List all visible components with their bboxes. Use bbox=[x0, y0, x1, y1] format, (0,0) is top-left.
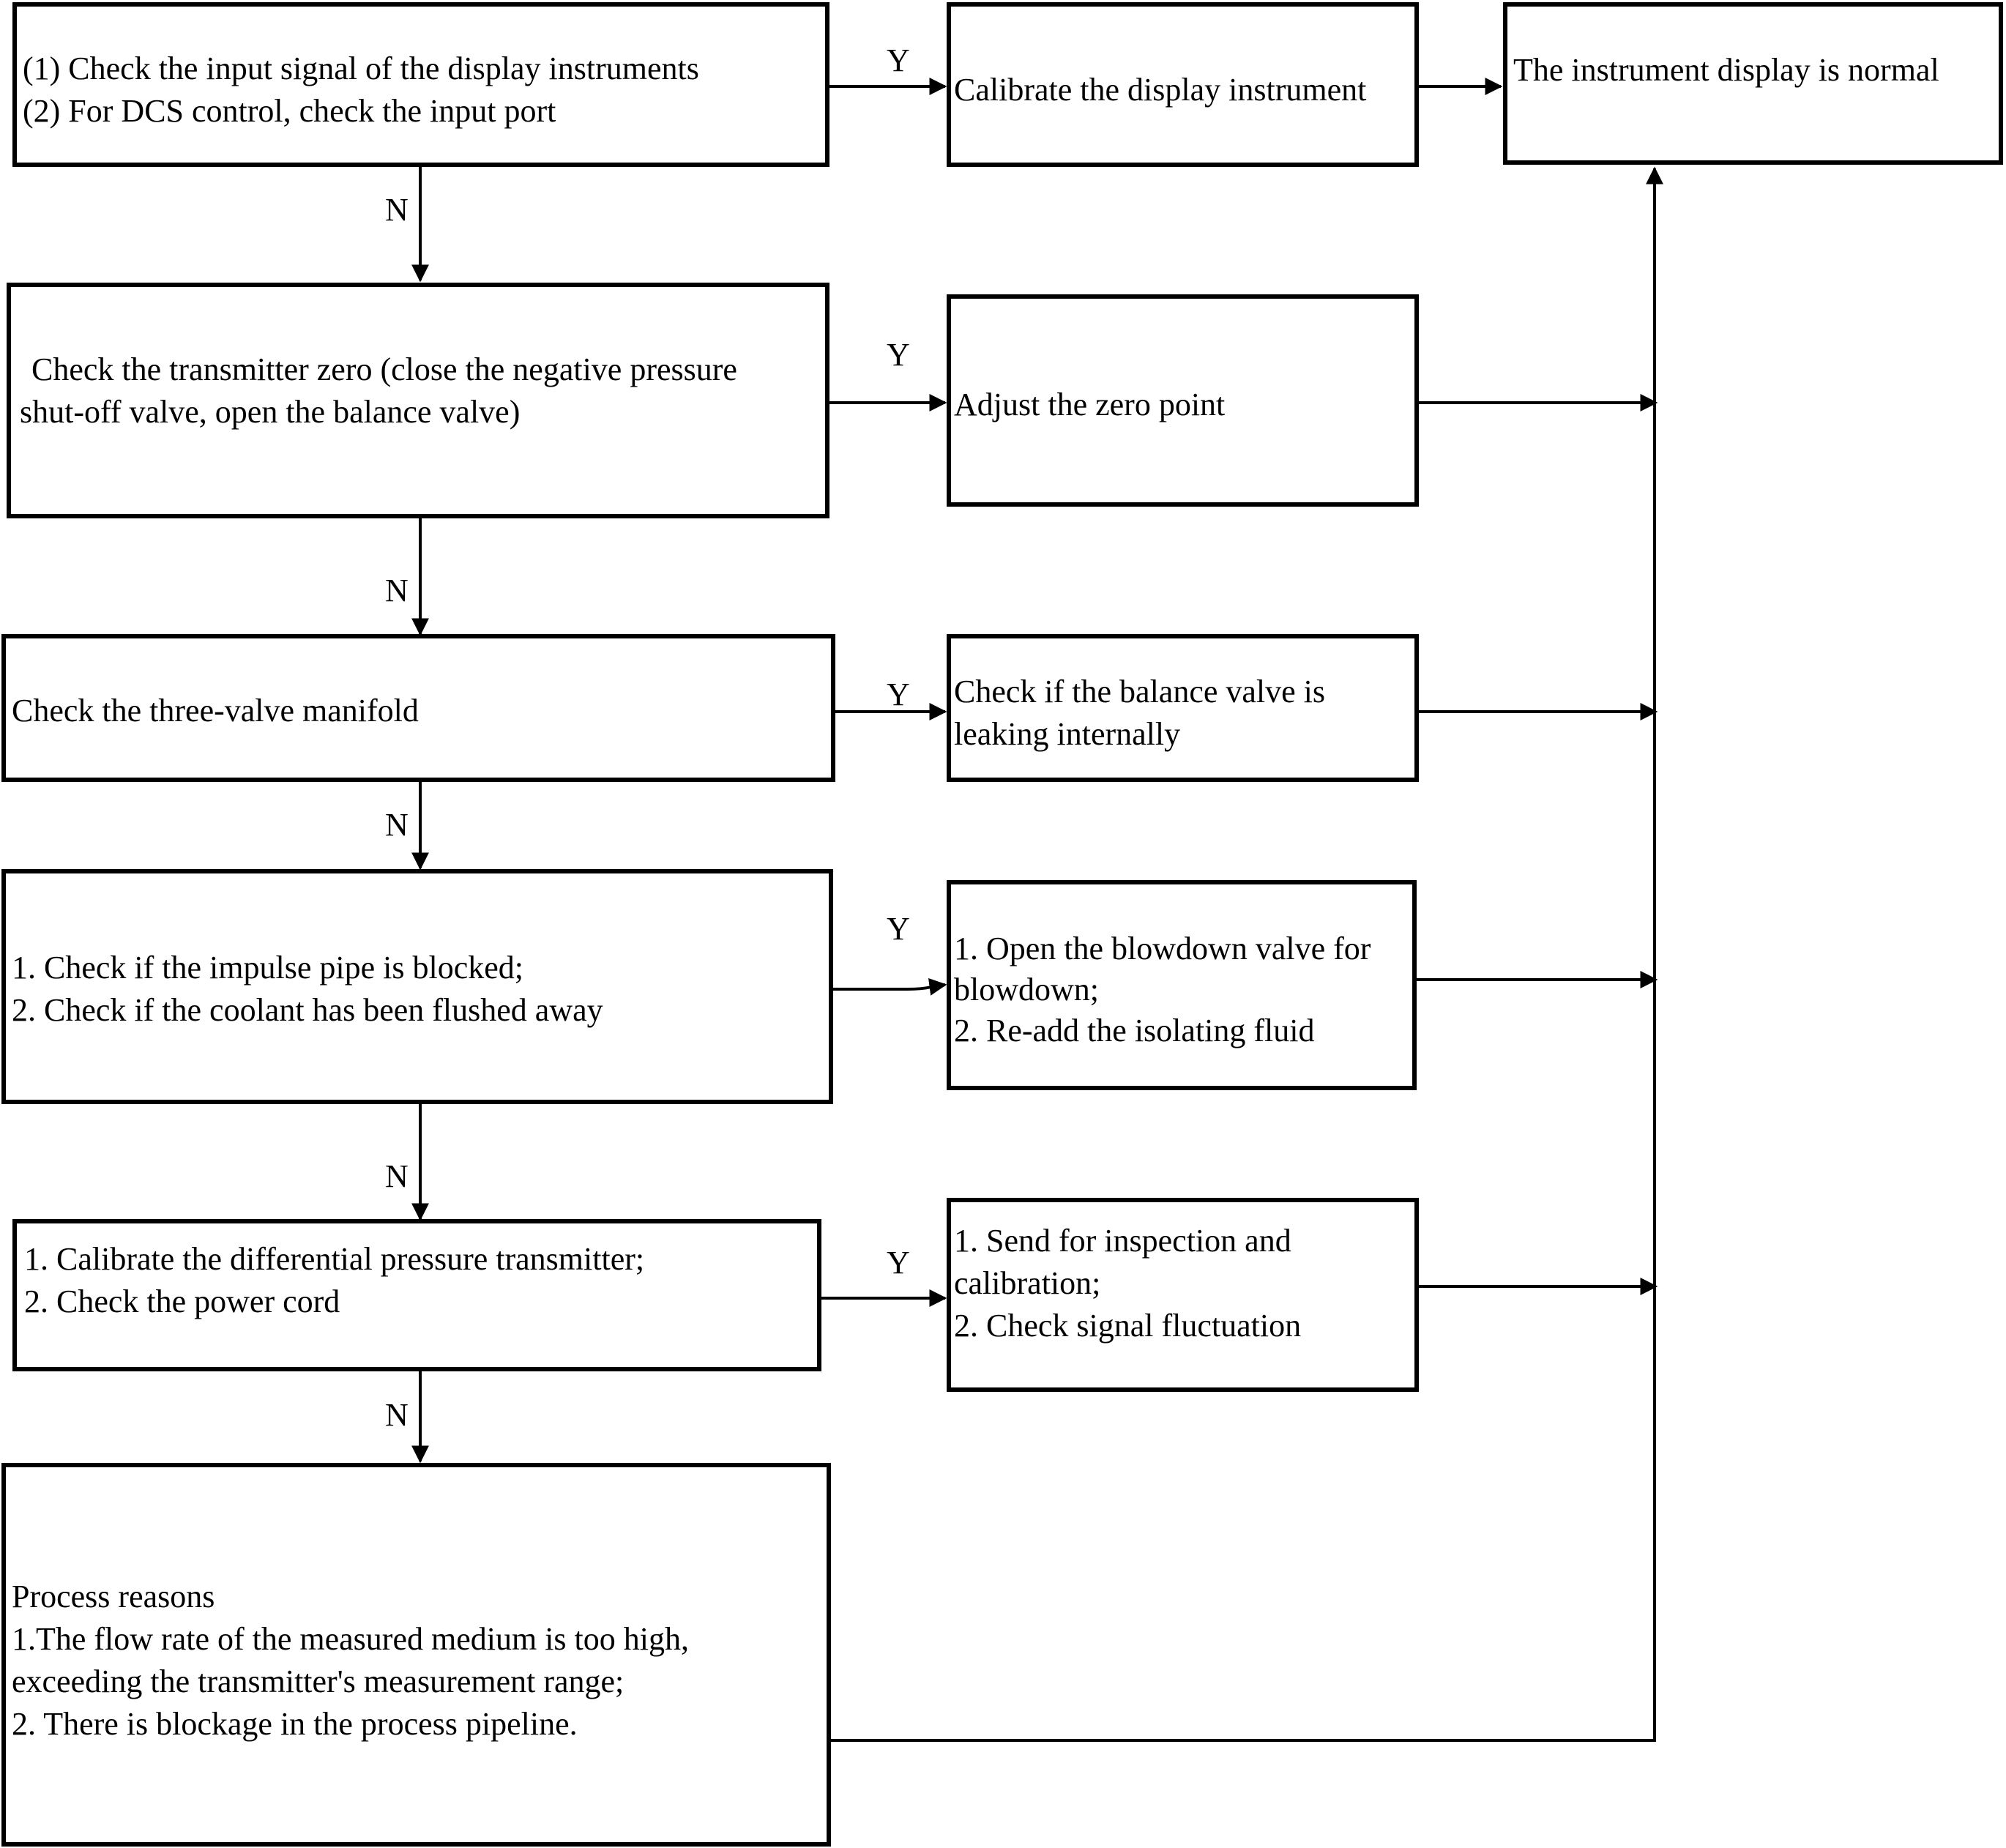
check-input-signal-box bbox=[12, 2, 829, 167]
adjust-zero-point-box bbox=[947, 294, 1419, 507]
arrow-b4-r4 bbox=[833, 985, 945, 989]
box-line: 1.The flow rate of the measured medium is too high, bbox=[12, 1621, 689, 1657]
box-line: Process reasons bbox=[12, 1579, 215, 1614]
box-line: 1. Calibrate the differential pressure transmitter; bbox=[24, 1241, 645, 1277]
display-normal-box bbox=[1503, 2, 2003, 165]
box-line: 1. Open the blowdown valve for bbox=[954, 931, 1371, 966]
box-line: 2. Check if the coolant has been flushed away bbox=[12, 992, 603, 1028]
box-line: exceeding the transmitter's measurement range; bbox=[12, 1663, 624, 1699]
box-line: The instrument display is normal bbox=[1513, 52, 1939, 88]
box-line: Check if the balance valve is bbox=[954, 674, 1326, 709]
box-line: 1. Send for inspection and bbox=[954, 1223, 1291, 1259]
box-line: 2. Check the power cord bbox=[24, 1283, 340, 1319]
box-line: (2) For DCS control, check the input port bbox=[23, 93, 556, 129]
box-line: blowdown; bbox=[954, 972, 1099, 1007]
no-label: N bbox=[385, 807, 409, 843]
box-line: (1) Check the input signal of the display instruments bbox=[23, 51, 699, 86]
send-inspection-box bbox=[947, 1198, 1419, 1392]
box-line: 2. There is blockage in the process pipeline. bbox=[12, 1706, 578, 1742]
box-line: 1. Check if the impulse pipe is blocked; bbox=[12, 950, 523, 986]
balance-valve-leak-box bbox=[947, 634, 1419, 782]
box-line: Calibrate the display instrument bbox=[954, 72, 1367, 108]
box-line: 2. Re-add the isolating fluid bbox=[954, 1013, 1315, 1048]
process-reasons-box bbox=[1, 1463, 831, 1847]
yes-label: Y bbox=[887, 42, 910, 78]
no-label: N bbox=[385, 573, 409, 608]
no-label: N bbox=[385, 1158, 409, 1194]
blowdown-valve-box bbox=[947, 880, 1417, 1090]
yes-label: Y bbox=[887, 337, 910, 373]
check-three-valve-manifold-box bbox=[1, 634, 835, 782]
box-line: Check the three-valve manifold bbox=[12, 693, 419, 729]
yes-label: Y bbox=[887, 1245, 910, 1281]
no-label: N bbox=[385, 192, 409, 228]
box-line: Adjust the zero point bbox=[954, 387, 1226, 422]
no-label: N bbox=[385, 1397, 409, 1433]
box-line: Check the transmitter zero (close the negative pressure bbox=[31, 351, 737, 387]
calibrate-display-box bbox=[947, 2, 1419, 167]
box-line: leaking internally bbox=[954, 716, 1181, 752]
box-line: calibration; bbox=[954, 1265, 1101, 1301]
check-transmitter-zero-box bbox=[7, 283, 829, 518]
box-line: 2. Check signal fluctuation bbox=[954, 1308, 1302, 1344]
check-impulse-pipe-box bbox=[1, 869, 833, 1104]
yes-label: Y bbox=[887, 677, 910, 712]
yes-label: Y bbox=[887, 911, 910, 947]
calibrate-transmitter-box bbox=[12, 1219, 821, 1371]
box-line: shut-off valve, open the balance valve) bbox=[20, 394, 521, 430]
